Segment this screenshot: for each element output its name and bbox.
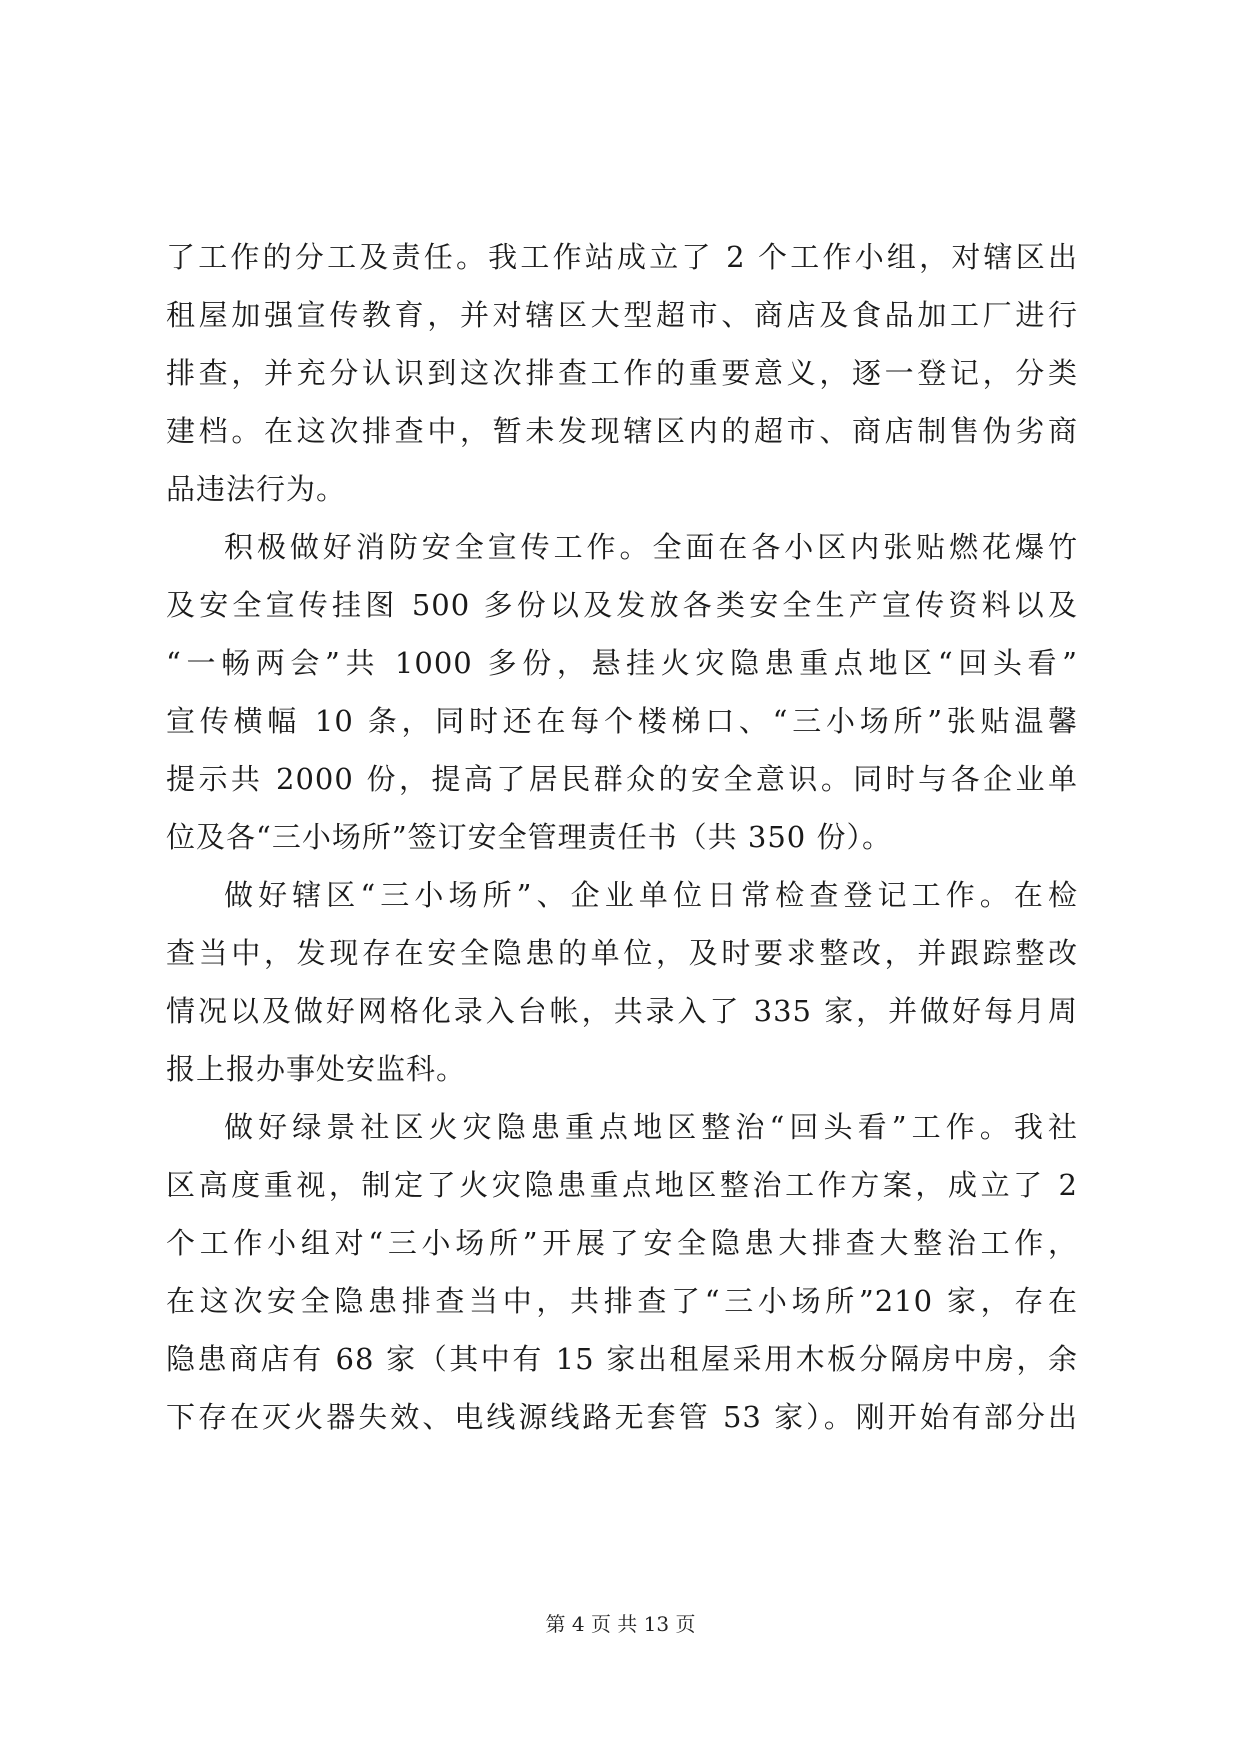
- paragraph-start-line: 做好辖区“三小场所”、企业单位日常检查登记工作。在检: [224, 878, 1078, 912]
- text-line: 宣传横幅 10 条，同时还在每个楼梯口、“三小场所”张贴温馨: [166, 704, 1078, 738]
- text-line: 租屋加强宣传教育，并对辖区大型超市、商店及食品加工厂进行: [166, 298, 1078, 332]
- body-text: [166, 228, 1078, 1446]
- text-line: 在这次安全隐患排查当中，共排查了“三小场所”210 家，存在: [166, 1284, 1078, 1318]
- text-line: 情况以及做好网格化录入台帐，共录入了 335 家，并做好每月周: [166, 994, 1078, 1028]
- text-line: 隐患商店有 68 家（其中有 15 家出租屋采用木板分隔房中房，余: [166, 1342, 1078, 1376]
- text-line: 下存在灭火器失效、电线源线路无套管 53 家）。刚开始有部分出: [166, 1400, 1078, 1434]
- text-line: 了工作的分工及责任。我工作站成立了 2 个工作小组，对辖区出: [166, 240, 1078, 274]
- text-line: 报上报办事处安监科。: [166, 1052, 467, 1086]
- text-line: “一畅两会”共 1000 多份，悬挂火灾隐患重点地区“回头看”: [166, 646, 1078, 680]
- text-line: 建档。在这次排查中，暂未发现辖区内的超市、商店制售伪劣商: [166, 414, 1078, 448]
- text-line: 个工作小组对“三小场所”开展了安全隐患大排查大整治工作，: [166, 1226, 1078, 1260]
- text-line: 品违法行为。: [166, 472, 347, 506]
- text-line: 区高度重视，制定了火灾隐患重点地区整治工作方案，成立了 2: [166, 1168, 1078, 1202]
- text-line: 位及各“三小场所”签订安全管理责任书（共 350 份）。: [166, 820, 892, 854]
- paragraph-start-line: 做好绿景社区火灾隐患重点地区整治“回头看”工作。我社: [224, 1110, 1078, 1144]
- page-footer: [0, 1610, 1241, 1638]
- page-number-label: 第 4 页 共 13 页: [545, 1612, 696, 1636]
- text-line: 查当中，发现存在安全隐患的单位，及时要求整改，并跟踪整改: [166, 936, 1078, 970]
- text-line: 及安全宣传挂图 500 多份以及发放各类安全生产宣传资料以及: [166, 588, 1078, 622]
- text-line: 排查，并充分认识到这次排查工作的重要意义，逐一登记，分类: [166, 356, 1078, 390]
- text-line: 提示共 2000 份，提高了居民群众的安全意识。同时与各企业单: [166, 762, 1078, 796]
- paragraph-start-line: 积极做好消防安全宣传工作。全面在各小区内张贴燃花爆竹: [224, 530, 1078, 564]
